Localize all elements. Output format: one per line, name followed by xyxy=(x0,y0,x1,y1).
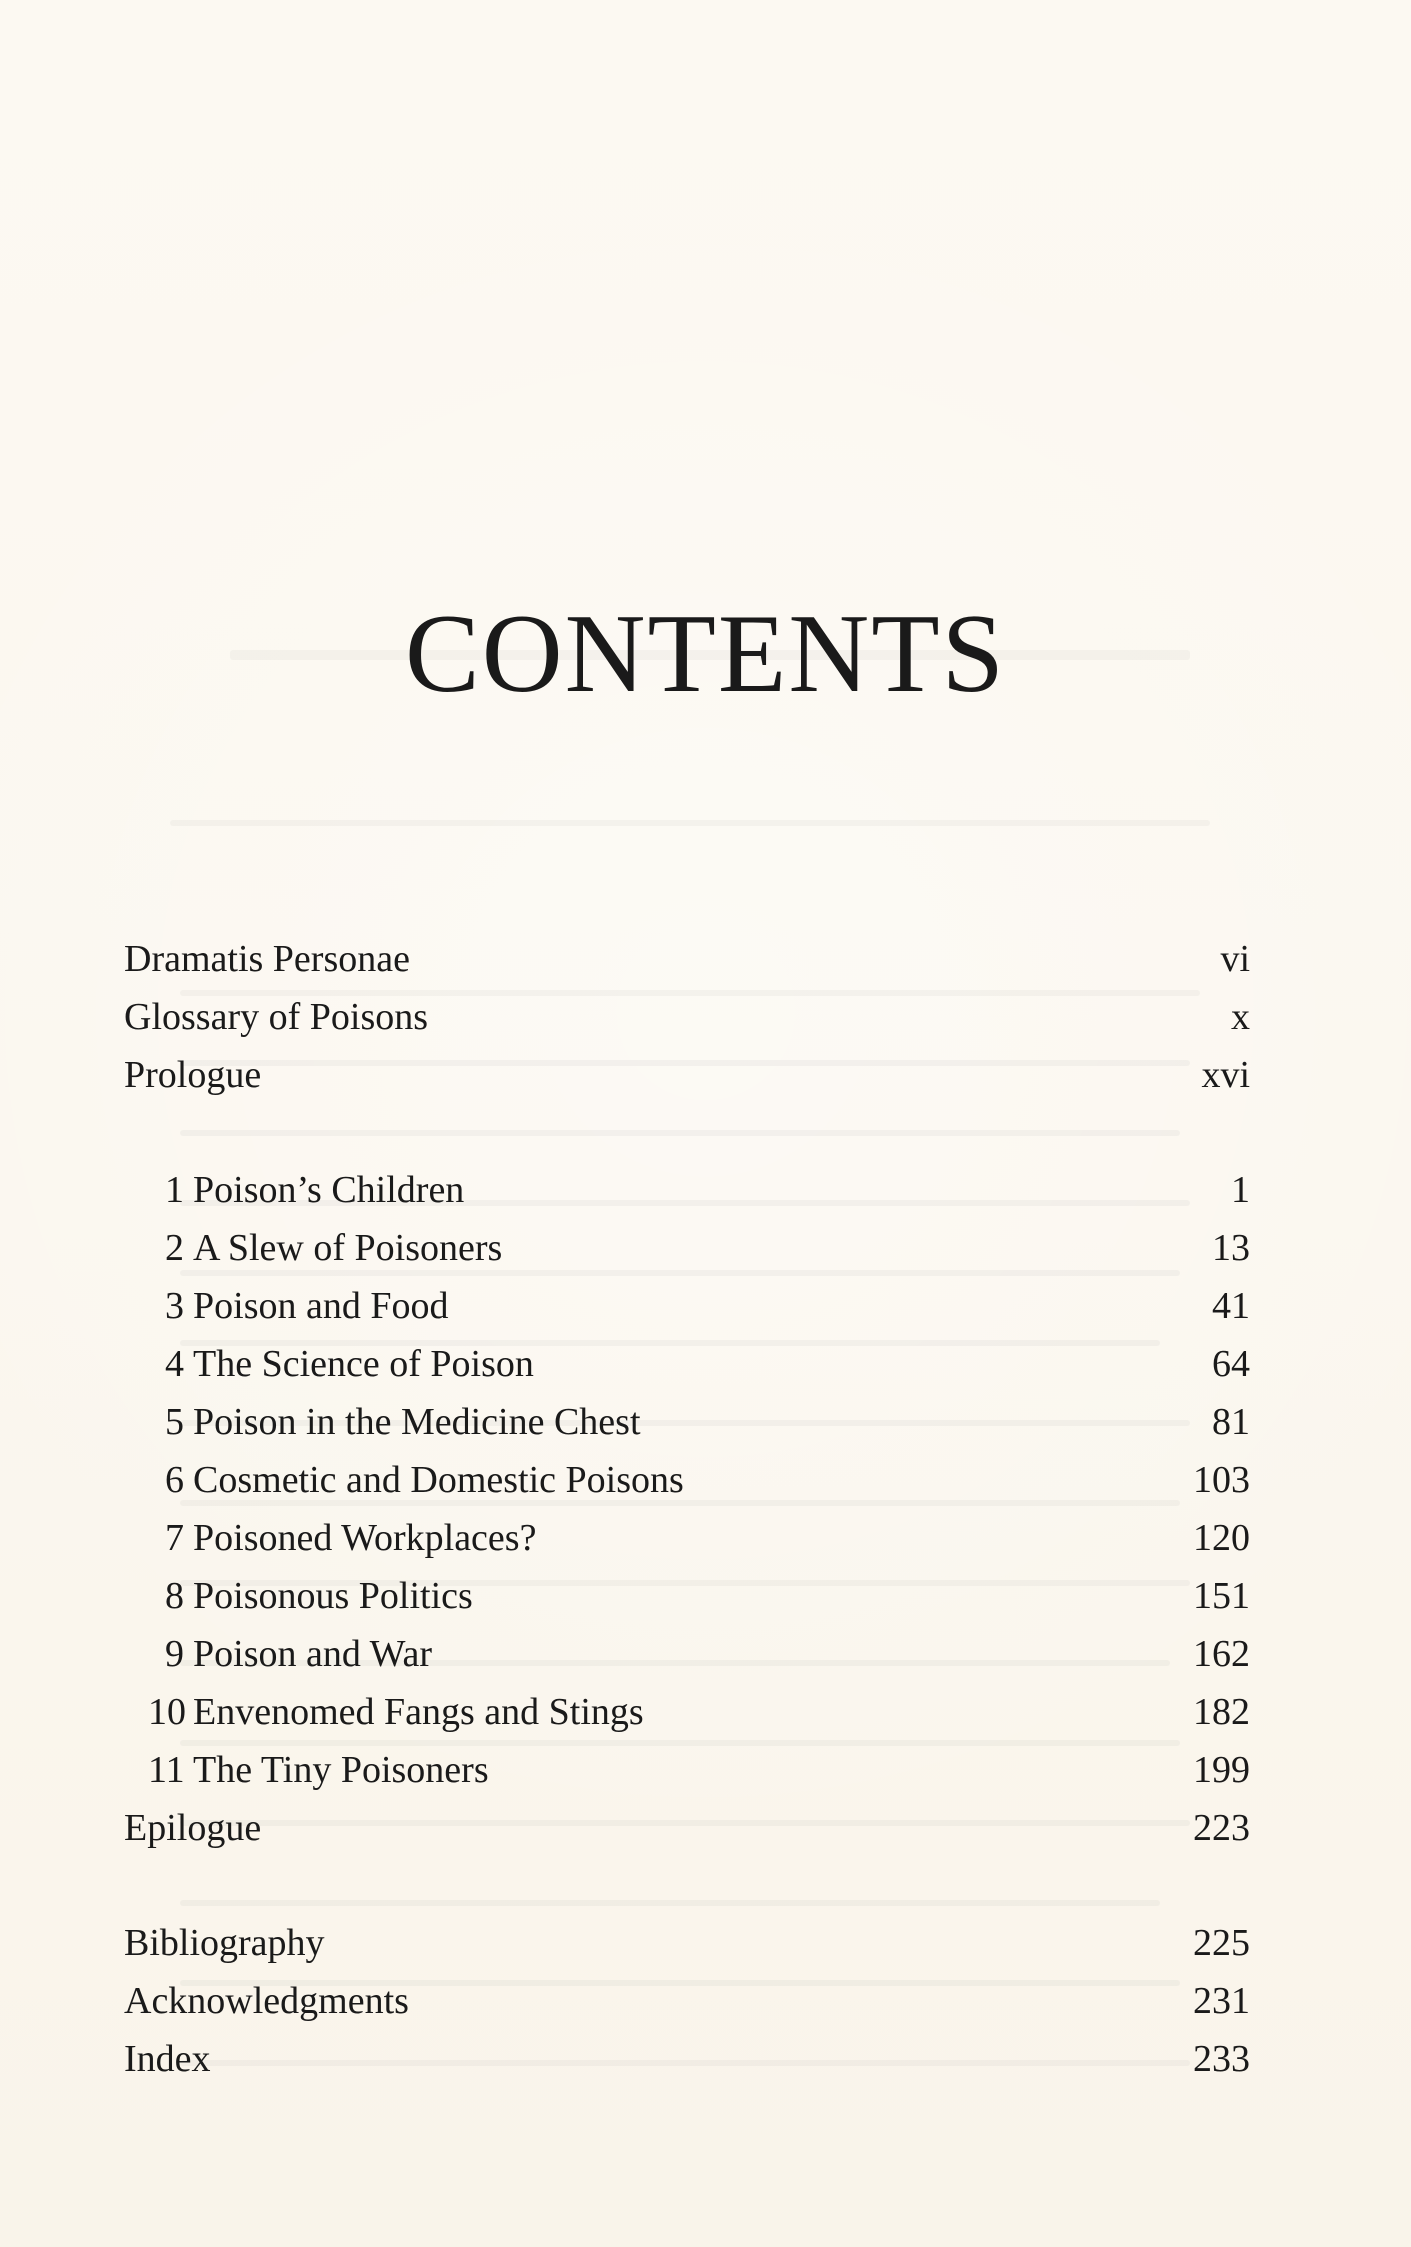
toc-entry-index[interactable] xyxy=(124,2040,1250,2084)
toc-chapter-8[interactable] xyxy=(124,1577,1250,1621)
toc-entry-page: 223 xyxy=(1193,1807,1250,1849)
toc-chapter-4[interactable] xyxy=(124,1345,1250,1389)
toc-entry-page: x xyxy=(1231,996,1250,1038)
chapter-number: 2 xyxy=(165,1227,184,1269)
toc-entry-label: Epilogue xyxy=(124,1807,262,1849)
toc-entry-acknowledgments[interactable] xyxy=(124,1982,1250,2026)
chapter-number: 5 xyxy=(165,1401,184,1443)
chapter-number: 6 xyxy=(165,1459,184,1501)
chapter-number: 7 xyxy=(165,1517,184,1559)
chapter-number: 4 xyxy=(165,1343,184,1385)
toc-chapter-6[interactable] xyxy=(124,1461,1250,1505)
chapter-page: 120 xyxy=(1193,1517,1250,1559)
page-title: CONTENTS xyxy=(405,592,1006,716)
toc-entry-page: 233 xyxy=(1193,2038,1250,2080)
chapter-title: Poison and Food xyxy=(193,1285,449,1327)
chapter-page: 103 xyxy=(1193,1459,1250,1501)
toc-entry-label: Bibliography xyxy=(124,1922,325,1964)
chapter-title: A Slew of Poisoners xyxy=(193,1227,503,1269)
chapter-title: Cosmetic and Domestic Poisons xyxy=(193,1459,684,1501)
chapter-page: 199 xyxy=(1193,1749,1250,1791)
toc-chapter-3[interactable] xyxy=(124,1287,1250,1331)
toc-entry-prologue[interactable] xyxy=(124,1056,1250,1100)
chapter-page: 162 xyxy=(1193,1633,1250,1675)
toc-entry-page: xvi xyxy=(1201,1054,1250,1096)
chapter-title: Poisonous Politics xyxy=(193,1575,473,1617)
chapter-title: Poisoned Workplaces? xyxy=(193,1517,537,1559)
chapter-title: Poison and War xyxy=(193,1633,433,1675)
chapter-page: 151 xyxy=(1193,1575,1250,1617)
chapter-page: 182 xyxy=(1193,1691,1250,1733)
toc-entry-dramatis-personae[interactable] xyxy=(124,940,1250,984)
chapter-page: 13 xyxy=(1212,1227,1250,1269)
toc-entry-page: 231 xyxy=(1193,1980,1250,2022)
chapter-number: 1 xyxy=(165,1169,184,1211)
toc-entry-label: Acknowledgments xyxy=(124,1980,409,2022)
toc-chapter-2[interactable] xyxy=(124,1229,1250,1273)
chapter-page: 1 xyxy=(1231,1169,1250,1211)
toc-entry-page: 225 xyxy=(1193,1922,1250,1964)
chapter-page: 41 xyxy=(1212,1285,1250,1327)
toc-chapter-5[interactable] xyxy=(124,1403,1250,1447)
toc-chapter-7[interactable] xyxy=(124,1519,1250,1563)
chapter-title: The Science of Poison xyxy=(193,1343,534,1385)
chapter-page: 64 xyxy=(1212,1343,1250,1385)
toc-chapter-1[interactable] xyxy=(124,1171,1250,1215)
toc-entry-glossary-of-poisons[interactable] xyxy=(124,998,1250,1042)
toc-entry-label: Dramatis Personae xyxy=(124,938,410,980)
chapter-title: The Tiny Poisoners xyxy=(193,1749,489,1791)
chapter-title: Poison in the Medicine Chest xyxy=(193,1401,641,1443)
toc-chapter-10[interactable] xyxy=(124,1693,1250,1737)
toc-entry-bibliography[interactable] xyxy=(124,1924,1250,1968)
toc-entry-page: vi xyxy=(1220,938,1250,980)
chapter-number: 3 xyxy=(165,1285,184,1327)
chapter-title: Poison’s Children xyxy=(193,1169,465,1211)
chapter-number: 11 xyxy=(148,1749,185,1791)
toc-chapter-9[interactable] xyxy=(124,1635,1250,1679)
chapter-title: Envenomed Fangs and Stings xyxy=(193,1691,644,1733)
toc-chapter-11[interactable] xyxy=(124,1751,1250,1795)
chapter-number: 10 xyxy=(148,1691,186,1733)
toc-entry-label: Index xyxy=(124,2038,211,2080)
chapter-number: 9 xyxy=(165,1633,184,1675)
chapter-page: 81 xyxy=(1212,1401,1250,1443)
toc-entry-label: Glossary of Poisons xyxy=(124,996,429,1038)
toc-entry-epilogue[interactable] xyxy=(124,1809,1250,1853)
toc-entry-label: Prologue xyxy=(124,1054,262,1096)
chapter-number: 8 xyxy=(165,1575,184,1617)
